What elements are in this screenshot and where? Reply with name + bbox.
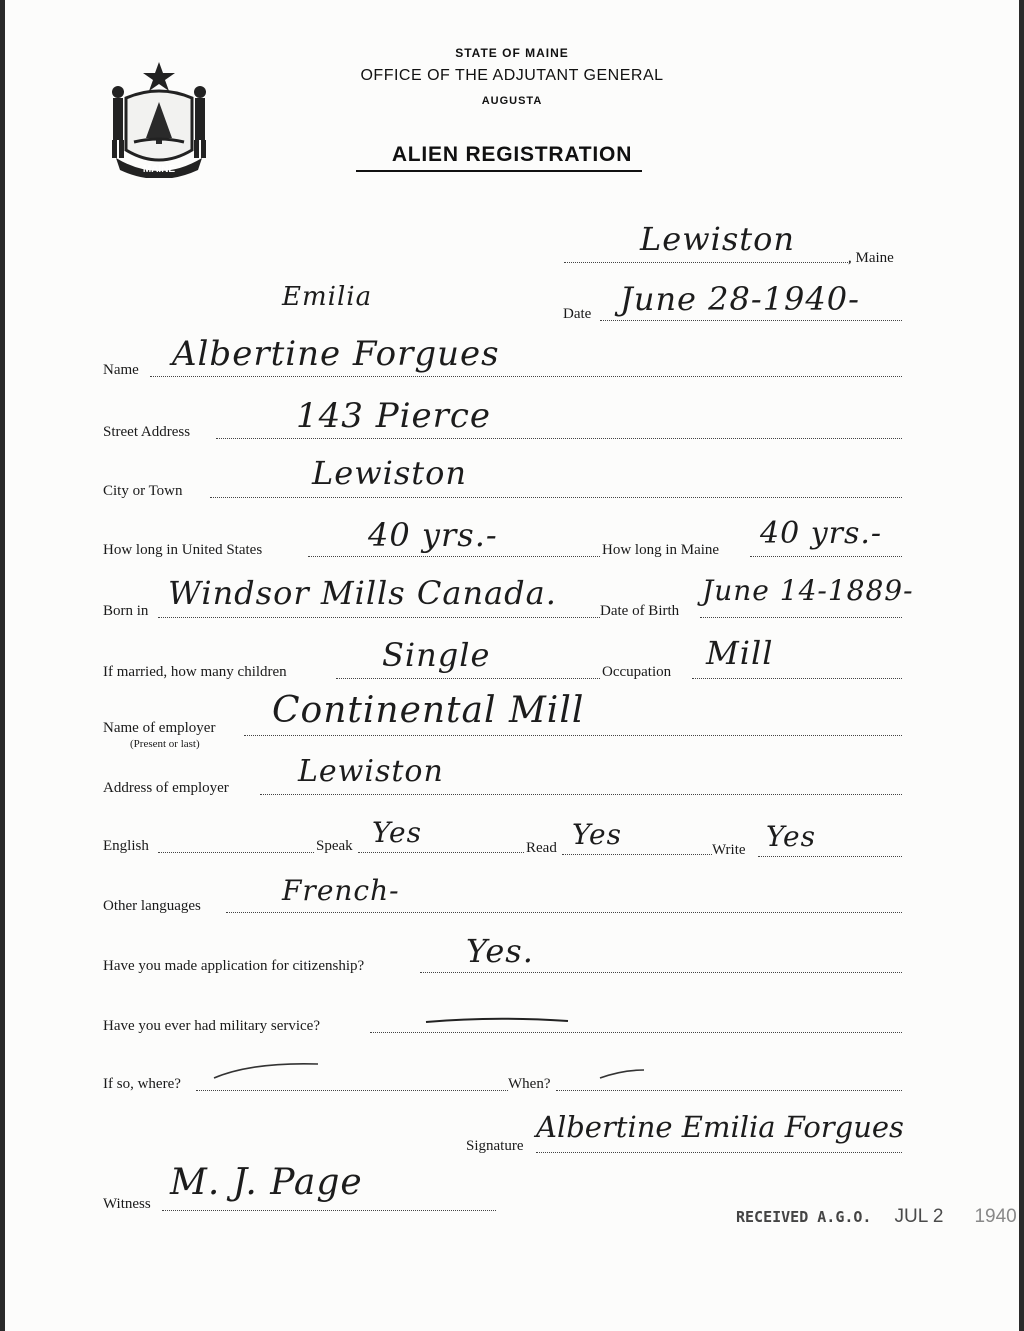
name-label: Name [103,362,139,378]
witness-label: Witness [103,1196,151,1212]
speak-value: Yes [372,816,422,849]
seal-banner-text: MAINE [142,164,176,175]
how-long-maine-label: How long in Maine [602,542,720,558]
employer-name-label: Name of employer [103,720,216,736]
children-line [336,678,600,679]
name-line [150,376,902,377]
form-title: ALIEN REGISTRATION [391,143,633,166]
occupation-line [692,678,902,679]
maine-label: , Maine [848,250,894,266]
occupation-value: Mill [706,634,774,672]
witness-value: M. J. Page [170,1162,363,1203]
right-scan-border [1019,0,1024,1331]
citizenship-value: Yes. [466,932,534,970]
when-dash-mark [598,1066,648,1082]
received-stamp [736,1206,1017,1228]
read-line [562,854,712,855]
other-languages-value: French- [282,874,400,907]
where-label: If so, where? [103,1076,181,1092]
children-label: If married, how many children [103,664,287,680]
born-in-label: Born in [103,603,149,619]
street-address-value: 143 Pierce [296,396,491,436]
where-dash-mark [212,1058,322,1082]
employer-note: (Present or last) [130,738,200,750]
signature-label: Signature [466,1138,524,1154]
city-value: Lewiston [312,454,467,492]
header-office: OFFICE OF THE ADJUTANT GENERAL [360,67,664,84]
other-languages-line [226,912,902,913]
where-line [196,1090,508,1091]
born-in-value: Windsor Mills Canada. [168,574,557,612]
street-address-label: Street Address [103,424,191,440]
read-value: Yes [572,818,622,851]
english-line [158,852,314,853]
date-of-birth-value: June 14-1889- [702,574,914,607]
street-address-line [216,438,902,439]
occupation-label: Occupation [602,664,672,680]
date-of-birth-line [700,617,902,618]
employer-address-label: Address of employer [103,780,229,796]
how-long-maine-line [750,556,902,557]
left-scan-border [0,0,5,1331]
place-line [564,262,850,263]
how-long-us-line [308,556,600,557]
header-state: STATE OF MAINE [455,46,569,60]
how-long-us-value: 40 yrs.- [368,516,498,554]
military-label: Have you ever had military service? [103,1018,320,1034]
write-value: Yes [766,820,816,853]
name-value: Albertine Forgues [172,334,500,374]
employer-name-line [244,735,902,736]
witness-line [162,1210,496,1211]
speak-line [358,852,524,853]
city-line [210,497,902,498]
header-city: AUGUSTA [481,95,543,107]
place-value: Lewiston [640,220,795,258]
military-dash-mark [424,1012,570,1028]
read-label: Read [526,840,557,856]
employer-name-value: Continental Mill [272,690,585,731]
born-in-line [158,617,600,618]
name-note: Emilia [282,282,373,312]
citizenship-label: Have you made application for citizenship? [103,958,365,974]
employer-address-value: Lewiston [298,754,444,789]
signature-line [536,1152,902,1153]
speak-label: Speak [316,838,353,854]
employer-address-line [260,794,902,795]
citizenship-line [420,972,902,973]
when-line [556,1090,902,1091]
children-value: Single [382,636,491,674]
date-line [600,320,902,321]
stamp-year: 1940 [974,1206,1017,1227]
stamp-received: RECEIVED A.G.O. [736,1208,872,1226]
write-label: Write [712,842,746,858]
english-label: English [103,838,149,854]
how-long-us-label: How long in United States [103,542,263,558]
date-value: June 28-1940- [620,280,860,318]
when-label: When? [508,1076,551,1092]
other-languages-label: Other languages [103,898,201,914]
how-long-maine-value: 40 yrs.- [760,516,883,551]
stamp-date: JUL 2 [894,1206,944,1227]
form-title-underline [356,170,642,172]
write-line [758,856,902,857]
date-of-birth-label: Date of Birth [600,603,680,619]
city-label: City or Town [103,483,183,499]
date-label: Date [563,306,592,322]
signature-value: Albertine Emilia Forgues [536,1110,904,1144]
military-line [370,1032,902,1033]
